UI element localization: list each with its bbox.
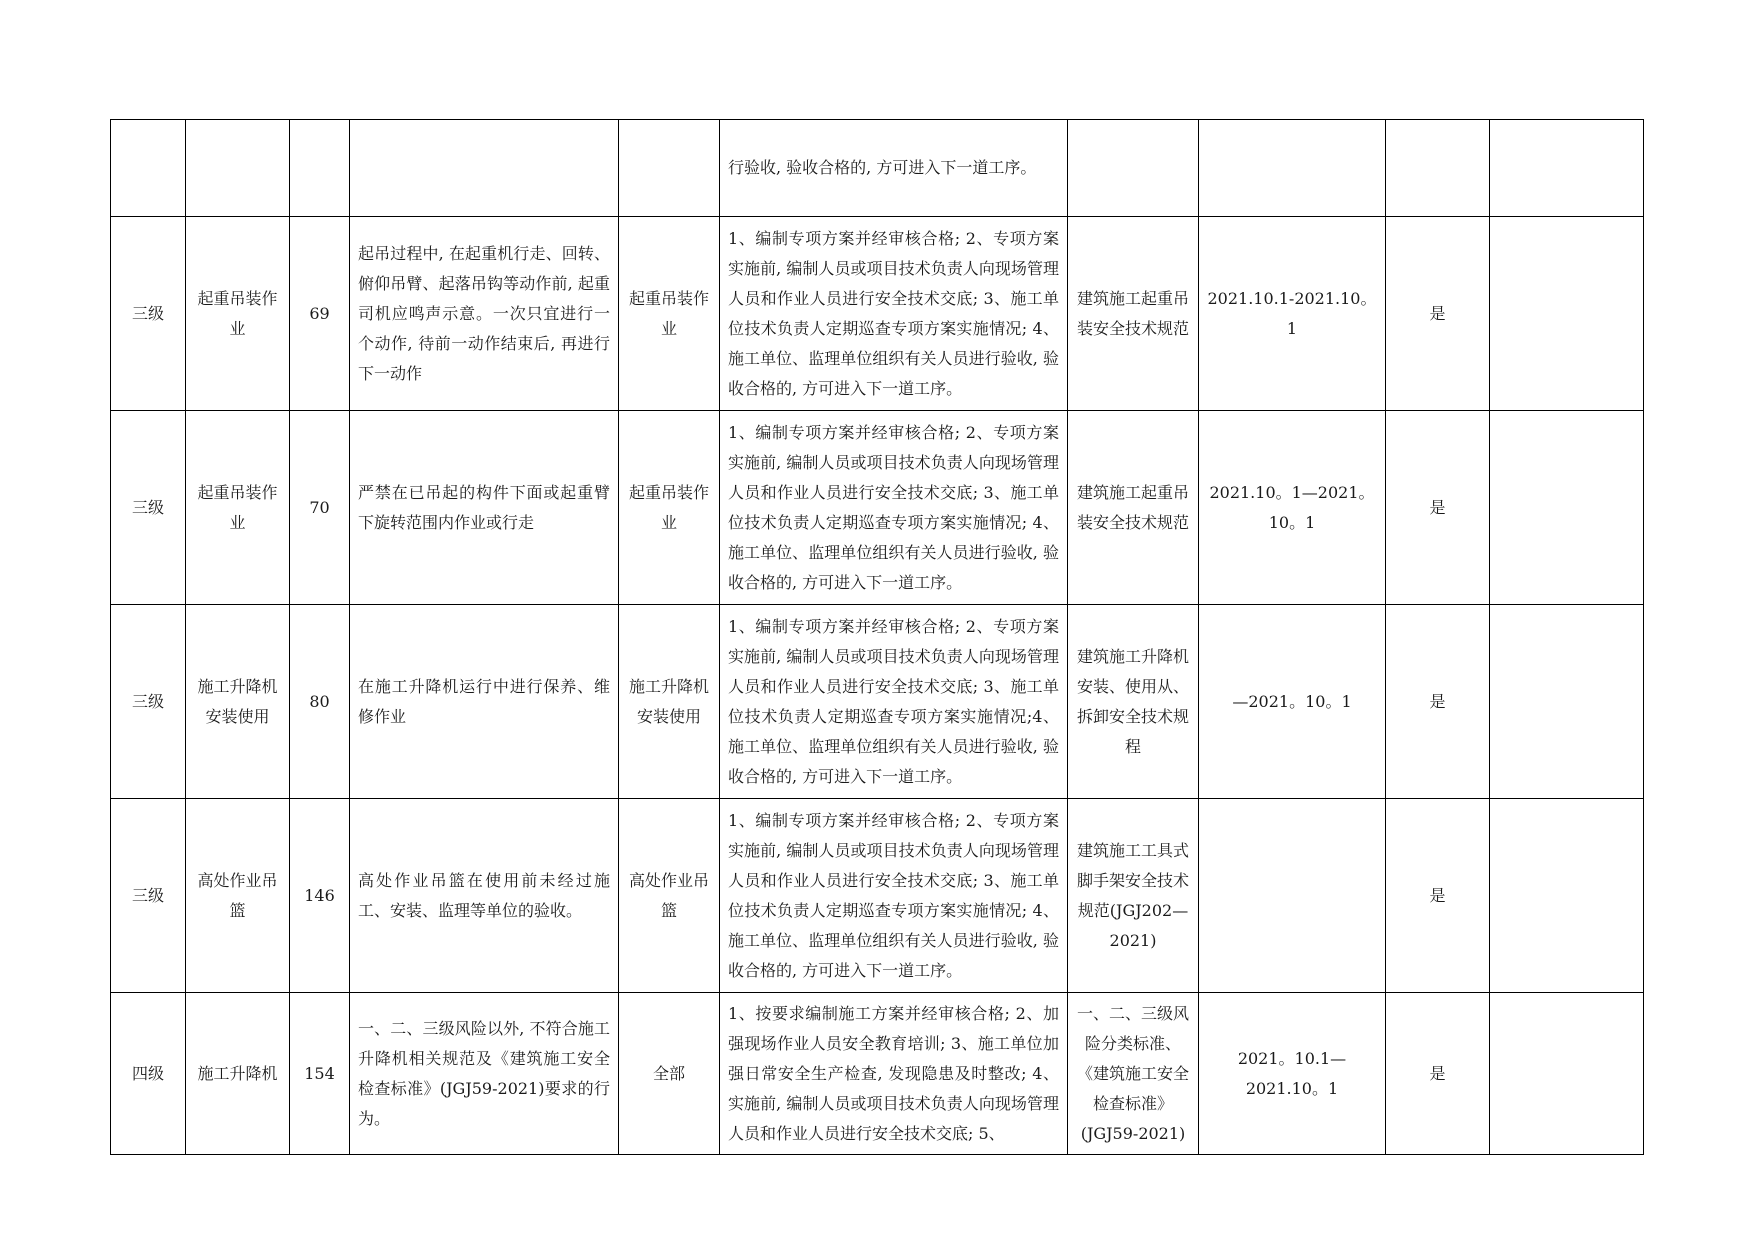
period-cell [1199,605,1386,799]
risk-level-text: 三级 [131,885,164,905]
risk-description-text: 严禁在已吊起的构件下面或起重臂下旋转范围内作业或行走 [358,482,610,532]
applicable-flag-cell [1386,120,1490,217]
risk-description-text: 在施工升降机运行中进行保养、维修作业 [358,676,610,726]
applicable-flag-cell [1386,605,1490,799]
period-text: 2021.10。1—2021。10。1 [1209,482,1375,532]
risk-description-cell [350,217,619,411]
risk-level-text: 四级 [131,1063,164,1083]
scope-cell [619,799,720,993]
period-cell [1199,120,1386,217]
standard-text: 建筑施工工具式脚手架安全技术规范(JGJ202—2021) [1076,840,1189,950]
scope-cell [619,993,720,1155]
risk-level-text: 三级 [131,497,164,517]
risk-description-cell [350,993,619,1155]
scope-text: 全部 [652,1063,685,1083]
risk-level-cell [111,993,186,1155]
control-measures-text: 1、编制专项方案并经审核合格; 2、专项方案实施前, 编制人员或项目技术负责人向现场管理人员和作业人员进行安全技术交底; 3、施工单位技术负责人定期巡查专项方案实施情况; 4、施工单位、监理单位组织有关人员进行验收, 验收合格的, 方可进入下一道工序。 [728,422,1059,592]
remark-cell [1490,993,1644,1155]
control-measures-cell [720,799,1068,993]
period-cell [1199,217,1386,411]
work-category-text: 施工升降机安装使用 [197,676,278,726]
scope-text: 施工升降机安装使用 [628,676,709,726]
risk-control-table [110,119,1644,1155]
table-row [111,799,1644,993]
risk-description-cell [350,605,619,799]
scope-text: 高处作业吊篮 [628,870,709,920]
scope-text: 起重吊装作业 [628,288,709,338]
work-category-cell [186,411,290,605]
applicable-flag-cell [1386,411,1490,605]
table-row [111,993,1644,1155]
risk-level-cell [111,217,186,411]
control-measures-text: 行验收, 验收合格的, 方可进入下一道工序。 [728,158,1037,177]
item-number-cell [290,411,350,605]
control-measures-cell [720,217,1068,411]
item-number-text: 154 [304,1063,335,1083]
work-category-cell [186,605,290,799]
scope-cell [619,217,720,411]
item-number-cell [290,217,350,411]
standard-text: 一、二、三级风险分类标准、《建筑施工安全检查标准》(JGJ59-2021) [1076,1003,1189,1143]
item-number-text: 146 [304,885,335,905]
risk-description-text: 高处作业吊篮在使用前未经过施工、安装、监理等单位的验收。 [358,870,610,920]
table-row [111,120,1644,217]
risk-level-text: 三级 [131,691,164,711]
control-measures-cell [720,120,1068,217]
scope-cell [619,605,720,799]
risk-description-text: 起吊过程中, 在起重机行走、回转、俯仰吊臂、起落吊钩等动作前, 起重司机应鸣声示意。一次只宜进行一个动作, 待前一动作结束后, 再进行下一动作 [358,243,610,383]
scope-cell [619,411,720,605]
standard-text: 建筑施工起重吊装安全技术规范 [1076,482,1189,532]
item-number-cell [290,120,350,217]
applicable-flag-text: 是 [1429,303,1446,323]
item-number-text: 69 [309,303,330,323]
control-measures-text: 1、按要求编制施工方案并经审核合格; 2、加强现场作业人员安全教育培训; 3、施工单位加强日常安全生产检查, 发现隐患及时整改; 4、实施前, 编制人员或项目技术负责人向现场管理人员和作业人员进行安全技术交底; 5、 [728,1003,1059,1143]
applicable-flag-text: 是 [1429,497,1446,517]
standard-text: 建筑施工升降机安装、使用从、拆卸安全技术规程 [1076,646,1189,756]
work-category-text: 起重吊装作业 [197,288,278,338]
work-category-cell [186,799,290,993]
risk-level-cell [111,605,186,799]
applicable-flag-text: 是 [1429,885,1446,905]
risk-level-cell [111,411,186,605]
remark-cell [1490,605,1644,799]
remark-cell [1490,411,1644,605]
work-category-text: 起重吊装作业 [197,482,278,532]
risk-description-cell [350,411,619,605]
standard-cell [1068,411,1199,605]
period-cell [1199,411,1386,605]
risk-description-cell [350,799,619,993]
applicable-flag-text: 是 [1429,691,1446,711]
risk-description-cell [350,120,619,217]
risk-level-cell [111,120,186,217]
item-number-text: 80 [309,691,330,711]
risk-level-text: 三级 [131,303,164,323]
applicable-flag-cell [1386,993,1490,1155]
table-row [111,605,1644,799]
work-category-cell [186,993,290,1155]
work-category-text: 施工升降机 [197,1063,278,1083]
table-row [111,217,1644,411]
item-number-text: 70 [309,497,330,517]
applicable-flag-cell [1386,799,1490,993]
item-number-cell [290,799,350,993]
standard-cell [1068,605,1199,799]
risk-level-cell [111,799,186,993]
period-text: 2021。10.1—2021.10。1 [1237,1048,1347,1098]
table-row [111,411,1644,605]
item-number-cell [290,993,350,1155]
period-text: 2021.10.1-2021.10。1 [1207,288,1377,338]
item-number-cell [290,605,350,799]
risk-description-text: 一、二、三级风险以外, 不符合施工升降机相关规范及《建筑施工安全检查标准》(JGJ59-2021)要求的行为。 [358,1018,610,1128]
standard-cell [1068,799,1199,993]
control-measures-text: 1、编制专项方案并经审核合格; 2、专项方案实施前, 编制人员或项目技术负责人向现场管理人员和作业人员进行安全技术交底; 3、施工单位技术负责人定期巡查专项方案实施情况; 4、施工单位、监理单位组织有关人员进行验收, 验收合格的, 方可进入下一道工序。 [728,228,1059,398]
standard-cell [1068,217,1199,411]
control-measures-cell [720,605,1068,799]
standard-cell [1068,993,1199,1155]
remark-cell [1490,120,1644,217]
scope-text: 起重吊装作业 [628,482,709,532]
control-measures-text: 1、编制专项方案并经审核合格; 2、专项方案实施前, 编制人员或项目技术负责人向现场管理人员和作业人员进行安全技术交底; 3、施工单位技术负责人定期巡查专项方案实施情况;4、施工单位、监理单位组织有关人员进行验收, 验收合格的, 方可进入下一道工序。 [728,616,1059,786]
work-category-cell [186,217,290,411]
remark-cell [1490,217,1644,411]
applicable-flag-cell [1386,217,1490,411]
control-measures-text: 1、编制专项方案并经审核合格; 2、专项方案实施前, 编制人员或项目技术负责人向现场管理人员和作业人员进行安全技术交底; 3、施工单位技术负责人定期巡查专项方案实施情况; 4、施工单位、监理单位组织有关人员进行验收, 验收合格的, 方可进入下一道工序。 [728,810,1059,980]
work-category-cell [186,120,290,217]
control-measures-cell [720,993,1068,1155]
standard-text: 建筑施工起重吊装安全技术规范 [1076,288,1189,338]
standard-cell [1068,120,1199,217]
scope-cell [619,120,720,217]
period-text: —2021。10。1 [1232,691,1352,711]
control-measures-cell [720,411,1068,605]
period-cell [1199,993,1386,1155]
remark-cell [1490,799,1644,993]
applicable-flag-text: 是 [1429,1063,1446,1083]
period-cell [1199,799,1386,993]
work-category-text: 高处作业吊篮 [197,870,278,920]
